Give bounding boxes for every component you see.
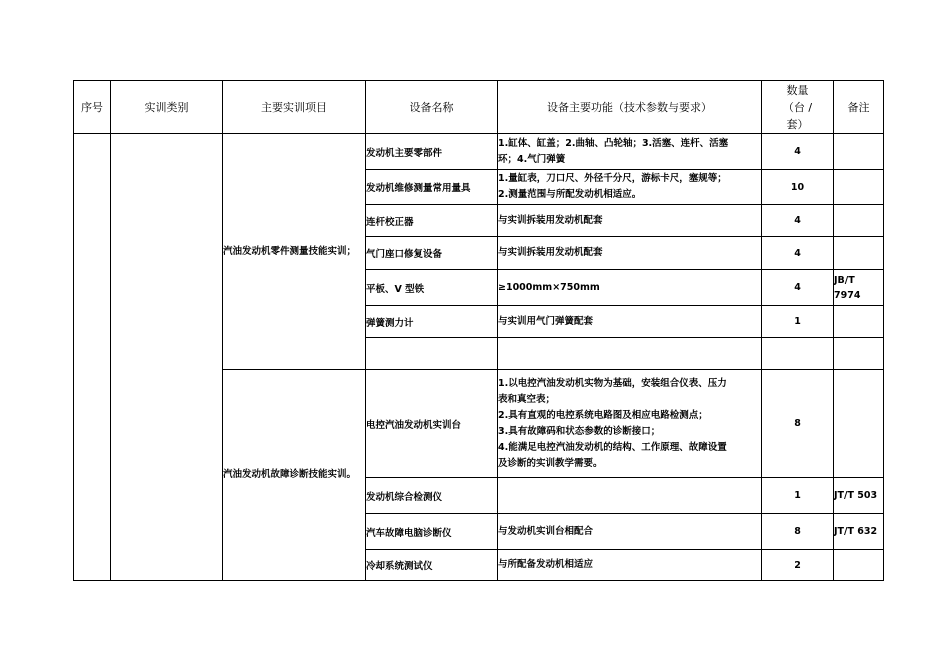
note-cell: JT/T 503: [834, 478, 884, 514]
project-cell: 汽油发动机零件测量技能实训；: [223, 134, 366, 370]
note-cell: [834, 205, 884, 237]
equipment-name: [366, 338, 498, 370]
function-line: 与发动机实训台相配合: [498, 525, 594, 537]
equipment-function: [498, 134, 762, 170]
note-cell: [834, 237, 884, 270]
equipment-name: 发动机主要零部件: [366, 134, 498, 170]
note-cell: [834, 134, 884, 170]
header-seq: 序号: [74, 81, 111, 134]
function-line: ≥1000mm×750mm: [498, 281, 600, 293]
quantity-cell: 2: [762, 550, 834, 581]
function-line: 1.以电控汽油发动机实物为基础，安装组合仪表、压力: [498, 377, 727, 389]
equipment-function: [498, 338, 762, 370]
header-function: 设备主要功能（技术参数与要求）: [498, 81, 762, 134]
equipment-name: 连杆校正器: [366, 205, 498, 237]
header-row: [74, 81, 884, 134]
note-cell: [834, 338, 884, 370]
equipment-name: 气门座口修复设备: [366, 237, 498, 270]
function-line: 与所配备发动机相适应: [498, 559, 594, 570]
header-project: 主要实训项目: [223, 81, 366, 134]
note-cell: [834, 170, 884, 205]
note-cell: [834, 550, 884, 581]
table-row: [74, 134, 884, 170]
header-quantity-line: 套）: [786, 117, 809, 131]
quantity-cell: 1: [762, 478, 834, 514]
quantity-cell: [762, 338, 834, 370]
equipment-function: [498, 514, 762, 550]
function-line: 环；4.气门弹簧: [498, 153, 566, 165]
equipment-name: 冷却系统测试仪: [366, 550, 498, 581]
header-equipment: 设备名称: [366, 81, 498, 134]
note-cell: [834, 370, 884, 478]
equipment-name: 发动机综合检测仪: [366, 478, 498, 514]
quantity-cell: 8: [762, 514, 834, 550]
function-line: 1.缸体、缸盖；2.曲轴、凸轮轴；3.活塞、连杆、活塞: [498, 137, 729, 149]
quantity-cell: 4: [762, 237, 834, 270]
function-line: 2.测量范围与所配发动机相适应。: [498, 189, 642, 200]
equipment-name: 弹簧测力计: [366, 306, 498, 338]
function-line: 表和真空表；: [498, 393, 556, 405]
note-cell: [834, 306, 884, 338]
function-line: 及诊断的实训教学需要。: [498, 457, 603, 469]
equipment-name: 汽车故障电脑诊断仪: [366, 514, 498, 550]
equipment-function: [498, 550, 762, 581]
category-cell: [111, 134, 223, 581]
quantity-cell: 10: [762, 170, 834, 205]
table-body: [74, 134, 884, 581]
equipment-function: [498, 270, 762, 306]
equipment-table: [73, 80, 884, 581]
equipment-function: [498, 237, 762, 270]
header-note: 备注: [834, 81, 884, 134]
quantity-cell: 4: [762, 205, 834, 237]
note-cell: JT/T 632: [834, 514, 884, 550]
equipment-function: [498, 205, 762, 237]
function-line: 2.具有直观的电控系统电路图及相应电路检测点；: [498, 409, 708, 421]
quantity-cell: 1: [762, 306, 834, 338]
function-line: 3.具有故障码和状态参数的诊断接口；: [498, 425, 661, 437]
equipment-name: 电控汽油发动机实训台: [366, 370, 498, 478]
equipment-function: [498, 170, 762, 205]
equipment-name: 发动机维修测量常用量具: [366, 170, 498, 205]
quantity-cell: 4: [762, 270, 834, 306]
function-line: 与实训用气门弹簧配套: [498, 315, 594, 327]
function-line: 与实训拆装用发动机配套: [498, 247, 603, 258]
equipment-name: 平板、V 型铁: [366, 270, 498, 306]
header-quantity-line: （台 /: [782, 100, 813, 114]
header-quantity: [762, 81, 834, 134]
quantity-cell: 8: [762, 370, 834, 478]
function-line: 4.能满足电控汽油发动机的结构、工作原理、故障设置: [498, 441, 727, 453]
function-line: 与实训拆装用发动机配套: [498, 214, 603, 226]
equipment-function: [498, 478, 762, 514]
equipment-function: [498, 306, 762, 338]
seq-cell: [74, 134, 111, 581]
header-quantity-line: 数量: [786, 83, 809, 97]
project-cell: 汽油发动机故障诊断技能实训。: [223, 370, 366, 581]
quantity-cell: 4: [762, 134, 834, 170]
header-category: 实训类别: [111, 81, 223, 134]
note-cell: JB/T 7974: [834, 270, 884, 306]
function-line: 1.量缸表，刀口尺、外径千分尺，游标卡尺，塞规等；: [498, 173, 727, 184]
equipment-function: [498, 370, 762, 478]
